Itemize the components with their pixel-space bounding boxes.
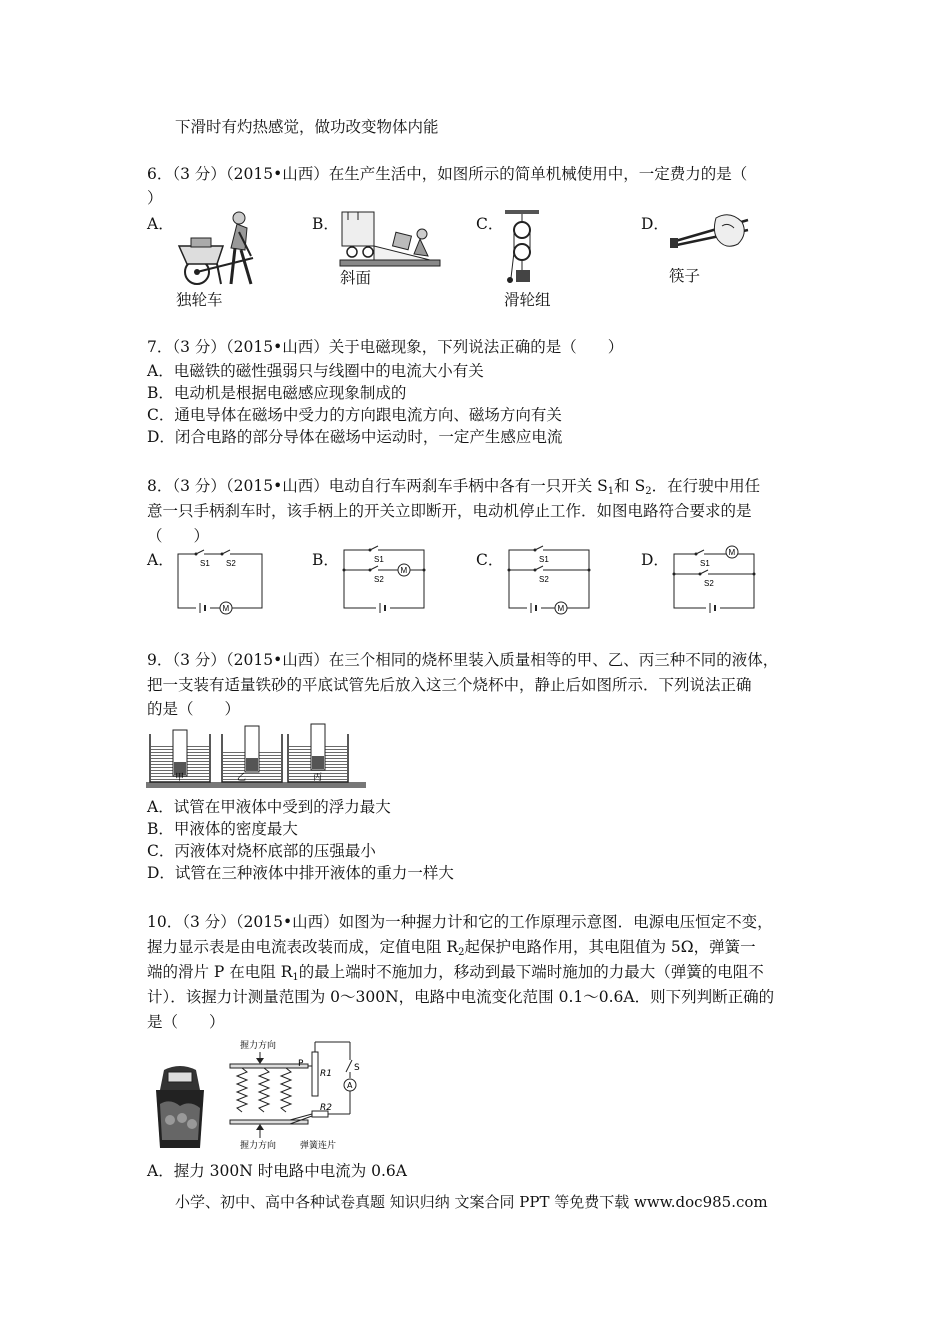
- svg-text:M: M: [400, 566, 408, 575]
- q7-stem: 7．（3 分）（2015•山西）关于电磁现象，下列说法正确的是（ ）: [147, 338, 624, 356]
- circuit-d: [670, 546, 760, 614]
- incline-figure: [338, 210, 443, 270]
- q6-caption-c: 滑轮组: [504, 291, 551, 309]
- beaker-label-bing: 丙: [313, 773, 323, 783]
- svg-text:S1: S1: [374, 555, 384, 564]
- q9-stem-blank: 的是（ ）: [147, 700, 241, 718]
- q8-stem-blank: （ ）: [147, 527, 210, 545]
- q7-option-c: C．通电导体在磁场中受力的方向跟电流方向、磁场方向有关: [147, 406, 562, 424]
- svg-text:S2: S2: [539, 575, 549, 584]
- chopsticks-figure: [668, 210, 753, 266]
- pulley-block-figure: [497, 208, 547, 292]
- q8-option-b-label: B．: [312, 551, 339, 569]
- beaker-label-jia: 甲: [175, 773, 185, 783]
- bottom-force-label: 握力方向: [240, 1141, 277, 1151]
- circuit-b: [340, 546, 430, 614]
- slider-p-label: P: [298, 1059, 304, 1069]
- circuit-c: [505, 546, 595, 614]
- grip-meter-schematic: [220, 1038, 370, 1160]
- q10-stem-2: 握力显示表是由电流表改装而成，定值电阻 $R_2$起保护电路作用，其电阻值为 5Ω，弹簧一: [147, 938, 756, 958]
- q9-stem-cont: 把一支装有适量铁砂的平底试管先后放入这三个烧杯中，静止后如图所示．下列说法正确: [147, 676, 752, 694]
- q9-option-c: C．丙液体对烧杯底部的压强最小: [147, 842, 376, 860]
- q7-option-b: B．电动机是根据电磁感应现象制成的: [147, 384, 407, 402]
- q8-stem: 8．（3 分）（2015•山西）电动自行车两刹车手柄中各有一只开关 $S_1$和 $S_2$．在行驶中用任: [147, 477, 761, 497]
- switch-s2-label: S2: [226, 559, 236, 568]
- q8-option-c-label: C．: [476, 551, 504, 569]
- q6-caption-b: 斜面: [340, 269, 372, 287]
- q8-stem-cont: 意一只手柄刹车时，该手柄上的开关立即断开，电动机停止工作．如图电路符合要求的是: [147, 502, 752, 520]
- q6-caption-a: 独轮车: [176, 291, 223, 309]
- q6-stem: 6．（3 分）（2015•山西）在生产生活中，如图所示的简单机械使用中，一定费力的是（: [147, 165, 748, 183]
- svg-text:S2: S2: [704, 579, 714, 588]
- svg-text:S1: S1: [700, 559, 710, 568]
- svg-text:M: M: [728, 548, 736, 557]
- r1-label: R1: [320, 1069, 332, 1079]
- grip-meter-photo: [150, 1060, 210, 1156]
- svg-text:S2: S2: [374, 575, 384, 584]
- q9-option-b: B．甲液体的密度最大: [147, 820, 298, 838]
- page-footer: 小学、初中、高中各种试卷真题 知识归纳 文案合同 PPT 等免费下载 www.doc985.com: [175, 1193, 768, 1211]
- r2-label: R2: [320, 1103, 332, 1113]
- q10-stem-4: 计）．该握力计测量范围为 0～300N，电路中电流变化范围 0.1～0.6A．则下列判断正确的: [147, 988, 775, 1006]
- q6-caption-d: 筷子: [669, 267, 701, 285]
- q6-option-c-label: C．: [476, 215, 504, 233]
- beaker-label-yi: 乙: [237, 773, 247, 783]
- ammeter-label: A: [347, 1081, 353, 1090]
- q8-option-d-label: D．: [641, 551, 669, 569]
- q10-stem-3: 端的滑片 P 在电阻 $R_1$的最上端时不施加力，移动到最下端时施加的力最大（弹簧的电阻不: [147, 963, 764, 983]
- q9-option-a: A．试管在甲液体中受到的浮力最大: [147, 798, 391, 816]
- motor-label: M: [222, 604, 230, 613]
- q7-option-a: A．电磁铁的磁性强弱只与线圈中的电流大小有关: [147, 362, 484, 380]
- q6-stem-cont: ）: [147, 189, 163, 207]
- spring-tab-label: 弹簧连片: [300, 1141, 337, 1151]
- continued-line: 下滑时有灼热感觉，做功改变物体内能: [175, 118, 439, 136]
- q10-stem-blank: 是（ ）: [147, 1013, 225, 1031]
- switch-s1-label: S1: [200, 559, 210, 568]
- svg-text:M: M: [557, 604, 565, 613]
- q10-stem: 10．（3 分）（2015•山西）如图为一种握力计和它的工作原理示意图．电源电压恒定不变，: [147, 913, 773, 931]
- q8-option-a-label: A．: [147, 551, 174, 569]
- q9-option-d: D．试管在三种液体中排开液体的重力一样大: [147, 864, 454, 882]
- circuit-a: [176, 550, 266, 614]
- q6-option-d-label: D．: [641, 215, 669, 233]
- q9-stem: 9．（3 分）（2015•山西）在三个相同的烧杯里装入质量相等的甲、乙、丙三种不同的液体，: [147, 651, 779, 669]
- q10-option-a: A．握力 300N 时电路中电流为 0.6A: [147, 1162, 407, 1180]
- switch-s-label: S: [354, 1063, 360, 1073]
- q6-option-a-label: A．: [147, 215, 174, 233]
- q7-option-d: D．闭合电路的部分导体在磁场中运动时，一定产生感应电流: [147, 428, 563, 446]
- q6-option-b-label: B．: [312, 215, 339, 233]
- beakers-figure: [146, 724, 366, 788]
- top-force-label: 握力方向: [240, 1041, 277, 1051]
- wheelbarrow-figure: [175, 210, 265, 288]
- svg-text:S1: S1: [539, 555, 549, 564]
